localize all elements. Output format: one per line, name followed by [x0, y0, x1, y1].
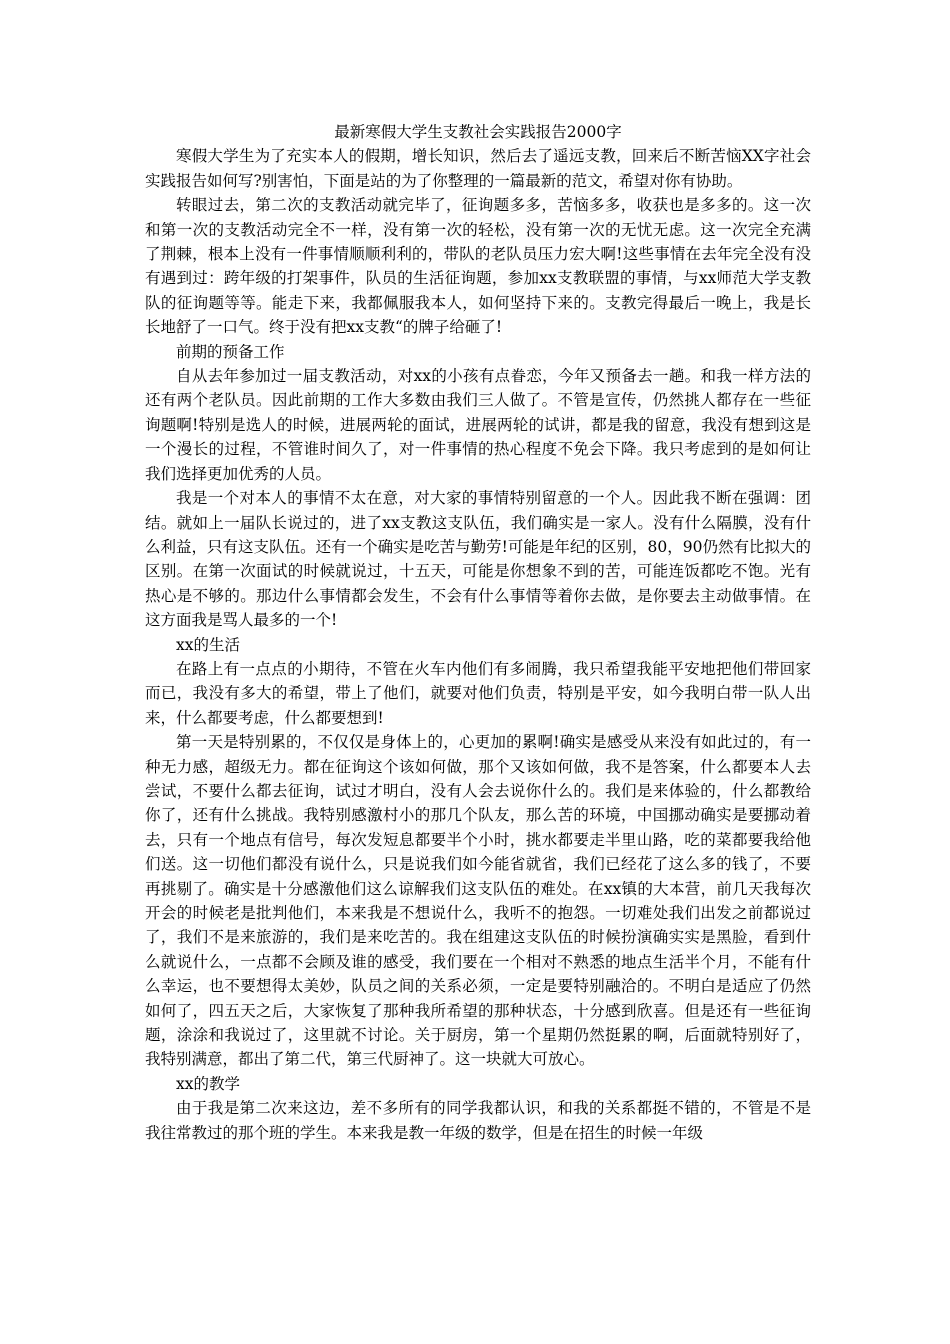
document-page [145, 120, 811, 1145]
body-paragraph: 在路上有一点点的小期待，不管在火车内他们有多闹腾，我只希望我能平安地把他们带回家而已，我没有多大的希望，带上了他们，就要对他们负责，特别是平安，如今我明白带一队人出来，什么都要考虑，什么都要想到! [145, 659, 811, 727]
intro-paragraph: 寒假大学生为了充实本人的假期，增长知识，然后去了遥远支教，回来后不断苦恼XX字社会实践报告如何写?别害怕，下面是站的为了你整理的一篇最新的范文，希望对你有协助。 [145, 147, 811, 190]
section-heading-preparation: 前期的预备工作 [176, 342, 285, 361]
document-title: 最新寒假大学生支教社会实践报告2000字 [334, 123, 622, 141]
body-paragraph: 转眼过去，第二次的支教活动就完毕了，征询题多多，苦恼多多，收获也是多多的。这一次和第一次的支教活动完全不一样，没有第一次的轻松，没有第一次的无忧无虑。这一次完全充满了荆棘，根本上没有一件事情顺顺利利的，带队的老队员压力宏大啊!这些事情在去年完全没有没有遇到过：跨年级的打架事件，队员的生活征询题，参加xx支教联盟的事情，与xx师范大学支教队的征询题等等。能走下来，我都佩服我本人，如何坚持下来的。支教完得最后一晚上，我是长长地舒了一口气。终于没有把xx支教“的牌子给砸了! [145, 196, 811, 337]
body-paragraph: 第一天是特别累的，不仅仅是身体上的，心更加的累啊!确实是感受从来没有如此过的，有一种无力感，超级无力。都在征询这个该如何做，那个又该如何做，我不是答案，什么都要本人去尝试，不要什么都去征询，试过才明白，没有人会去说你什么的。我们是来体验的，什么都教给你了，还有什么挑战。我特别感激村小的那几个队友，那么苦的环境，中国挪动确实是要挪动着去，只有一个地点有信号，每次发短息都要半个小时，挑水都要走半里山路，吃的菜都要我给他们送。这一切他们都没有说什么，只是说我们如今能省就省，我们已经花了这么多的钱了，不要再挑剔了。确实是十分感激他们这么谅解我们这支队伍的难处。在xx镇的大本营，前几天我每次开会的时候老是批判他们，本来我是不想说什么，我听不的抱怨。一切难处我们出发之前都说过了，我们不是来旅游的，我们是来吃苦的。我在组建这支队伍的时候扮演确实实是黑脸，看到什么就说什么，一点都不会顾及谁的感受，我们要在一个相对不熟悉的地点生活半个月，不能有什么幸运，也不要想得太美妙，队员之间的关系必须，一定是要特别融洽的。不明白是适应了仍然如何了，四五天之后，大家恢复了那种我所希望的那种状态，十分感到欣喜。但是还有一些征询题，涂涂和我说过了，这里就不讨论。关于厨房，第一个星期仍然挺累的啊，后面就特别好了，我特别满意，都出了第二代，第三代厨神了。这一块就大可放心。 [145, 733, 811, 1069]
section-heading-life: xx的生活 [176, 635, 240, 654]
section-heading-teaching: xx的教学 [176, 1074, 240, 1093]
body-paragraph: 自从去年参加过一届支教活动，对xx的小孩有点眷恋，今年又预备去一趟。和我一样方法的还有两个老队员。因此前期的工作大多数由我们三人做了。不管是宣传，仍然挑人都存在一些征询题啊!特别是选人的时候，进展两轮的面试，进展两轮的试讲，都是我的留意，我没有想到这是一个漫长的过程，不管谁时间久了，对一件事情的热心程度不免会下降。我只考虑到的是如何让我们选择更加优秀的人员。 [145, 367, 811, 483]
body-paragraph: 我是一个对本人的事情不太在意，对大家的事情特别留意的一个人。因此我不断在强调：团结。就如上一届队长说过的，进了xx支教这支队伍，我们确实是一家人。没有什么隔膜，没有什么利益，只有这支队伍。还有一个确实是吃苦与勤劳!可能是年纪的区别，80，90仍然有比拟大的区别。在第一次面试的时候就说过，十五天，可能是你想象不到的苦，可能连饭都吃不饱。光有热心是不够的。那边什么事情都会发生，不会有什么事情等着你去做，是你要去主动做事情。在这方面我是骂人最多的一个! [145, 489, 811, 630]
body-paragraph: 由于我是第二次来这边，差不多所有的同学我都认识，和我的关系都挺不错的，不管是不是我往常教过的那个班的学生。本来我是教一年级的数学，但是在招生的时候一年级 [145, 1099, 811, 1142]
